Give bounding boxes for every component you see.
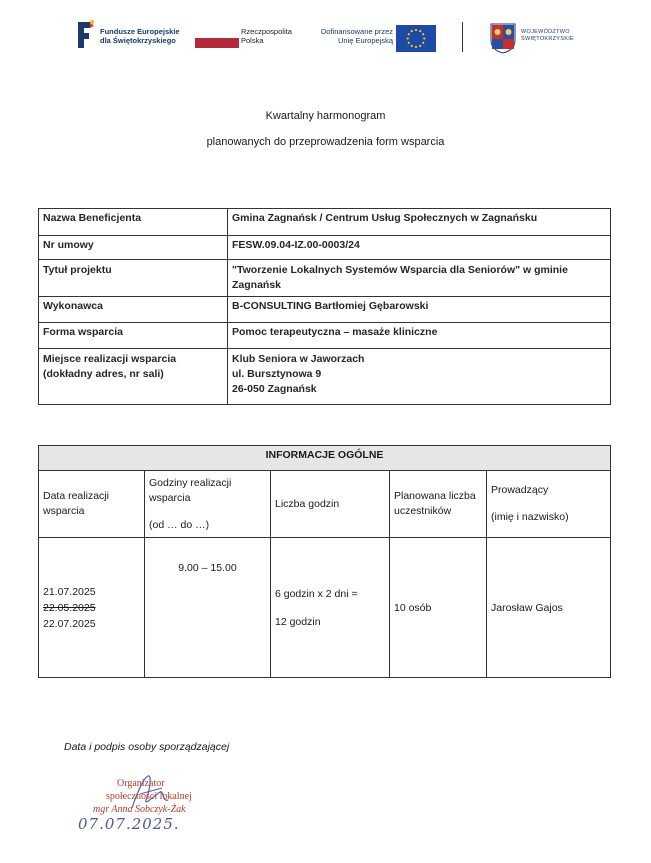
col-hour-count: Liczba godzin <box>271 471 390 538</box>
table-row <box>39 323 611 349</box>
project-title-label: Tytuł projektu <box>39 260 228 297</box>
col-leader <box>487 471 611 538</box>
col-leader-line1: Prowadzący <box>491 484 549 496</box>
leader-cell: Jarosław Gajos <box>487 538 611 678</box>
region-crest-logo <box>490 22 516 54</box>
location-label-line1: Miejsce realizacji wsparcia <box>43 353 177 365</box>
funds-line1: Fundusze Europejskie <box>100 27 180 36</box>
location-value-line2: ul. Bursztynowa 9 <box>232 368 322 380</box>
eu-funding-label <box>313 27 393 45</box>
contract-label: Nr umowy <box>39 236 228 260</box>
poland-label <box>241 27 292 45</box>
participants-cell: 10 osób <box>390 538 487 678</box>
date-1: 21.07.2025 <box>43 585 96 598</box>
region-line2: ŚWIĘTOKRZYSKIE <box>521 36 574 42</box>
col-leader-line2: (imię i nazwisko) <box>491 511 569 523</box>
eu-line1: Dofinansowane przez <box>320 27 393 36</box>
contractor-label: Wykonawca <box>39 297 228 323</box>
table-row <box>39 297 611 323</box>
rp-line1: Rzeczpospolita <box>241 27 292 36</box>
european-funds-label <box>100 27 180 45</box>
contractor-value: B-CONSULTING Bartłomiej Gębarowski <box>228 297 611 323</box>
eu-flag-logo <box>396 25 436 52</box>
region-label <box>521 29 574 43</box>
handwritten-signature <box>124 770 174 816</box>
general-info-heading: INFORMACJE OGÓLNE <box>39 446 611 471</box>
contract-value: FESW.09.04-IZ.00-0003/24 <box>228 236 611 260</box>
funds-line2: dla Świętokrzyskiego <box>100 36 176 45</box>
hour-count-cell <box>271 538 390 678</box>
location-value <box>228 349 611 405</box>
project-info-table <box>38 208 611 405</box>
location-value-line1: Klub Seniora w Jaworzach <box>232 353 365 365</box>
signature-caption: Data i podpis osoby sporządzającej <box>64 741 230 753</box>
table-row <box>39 538 611 678</box>
table-header-row <box>39 446 611 471</box>
hour-count-line1: 6 godzin x 2 dni = <box>275 587 358 600</box>
support-form-label: Forma wsparcia <box>39 323 228 349</box>
col-participants: Planowana liczba uczestników <box>390 471 487 538</box>
document-subtitle: planowanych do przeprowadzenia form wsparcia <box>206 136 445 148</box>
handwritten-date: 07.07.2025. <box>78 815 180 833</box>
location-label-line2: (dokładny adres, nr sali) <box>43 368 164 380</box>
table-row <box>39 260 611 297</box>
project-title-value: "Tworzenie Lokalnych Systemów Wsparcia dla Seniorów" w gminie Zagnańsk <box>228 260 611 297</box>
col-hours-line1: Godziny realizacji wsparcia <box>149 476 232 504</box>
rp-line2: Polska <box>241 36 264 45</box>
date-cell <box>39 538 145 678</box>
date-struck: 22.05.2025 <box>43 601 96 614</box>
hour-count-line2: 12 godzin <box>275 615 321 628</box>
hours-cell: 9.00 – 15.00 <box>145 538 271 678</box>
logo-divider <box>462 22 463 52</box>
date-2: 22.07.2025 <box>43 617 96 630</box>
poland-flag-logo <box>195 30 239 48</box>
eu-line2: Unię Europejską <box>337 36 393 45</box>
table-row <box>39 236 611 260</box>
stamp-line3: mgr Anna Sobczyk-Żak <box>93 804 186 815</box>
table-row <box>39 349 611 405</box>
stamp-line2: społeczności lokalnej <box>106 791 192 802</box>
stamp-line1: Organizator <box>117 778 165 789</box>
col-hours <box>145 471 271 538</box>
logo-strip <box>0 0 651 70</box>
location-value-line3: 26-050 Zagnańsk <box>232 383 317 395</box>
beneficiary-label: Nazwa Beneficjenta <box>39 209 228 236</box>
col-hours-line2: (od … do …) <box>149 518 210 531</box>
region-line1: WOJEWÓDZTWO <box>521 29 570 35</box>
document-title: Kwartalny harmonogram <box>265 110 386 122</box>
table-row <box>39 209 611 236</box>
european-funds-logo <box>76 18 96 52</box>
beneficiary-value: Gmina Zagnańsk / Centrum Usług Społecznych w Zagnańsku <box>228 209 611 236</box>
support-form-value: Pomoc terapeutyczna – masaże kliniczne <box>228 323 611 349</box>
general-info-table <box>38 445 611 678</box>
location-label <box>39 349 228 405</box>
col-date: Data realizacji wsparcia <box>39 471 145 538</box>
column-header-row <box>39 471 611 538</box>
